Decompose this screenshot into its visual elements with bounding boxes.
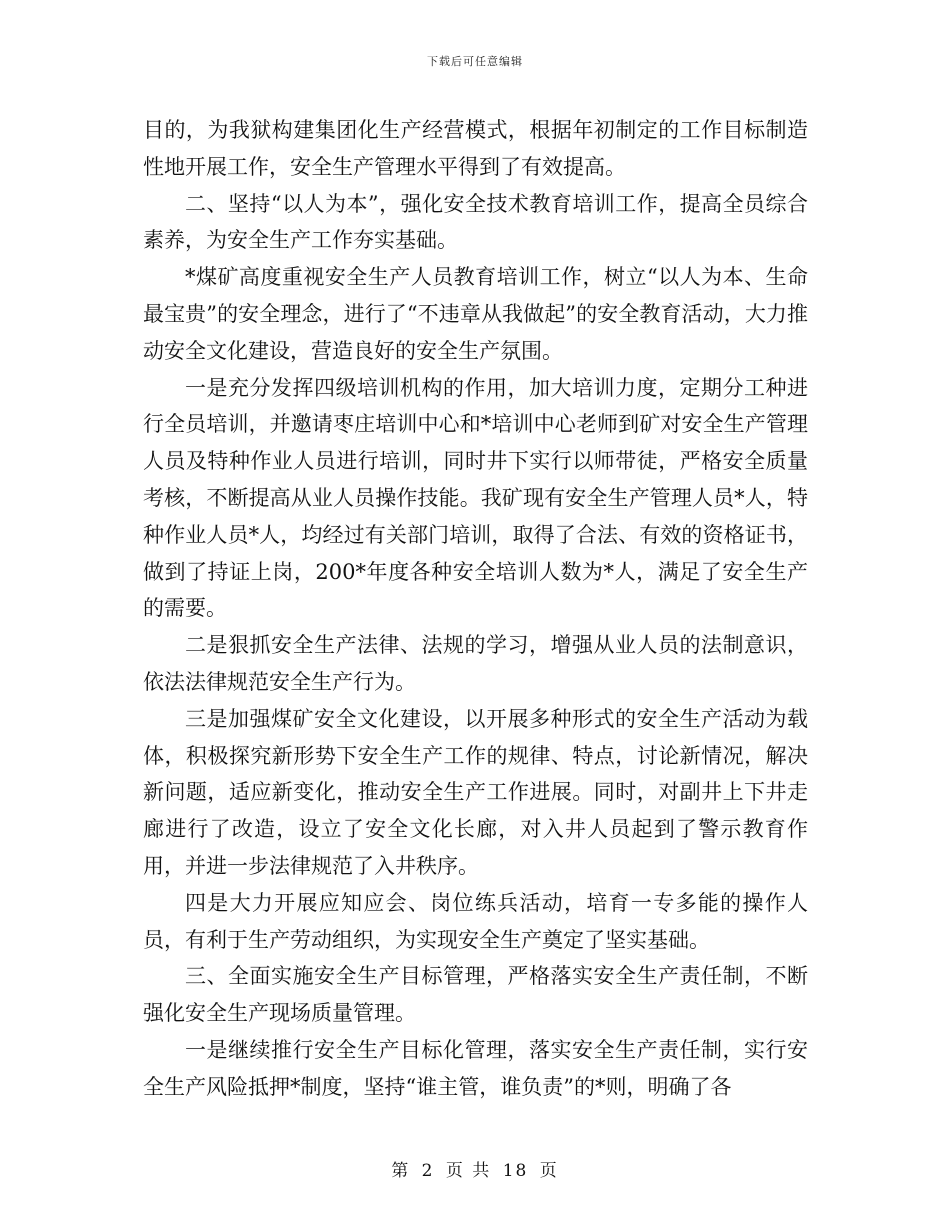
footer-page-number: 2 (421, 1161, 435, 1181)
page-header: 下载后可任意编辑 (427, 55, 523, 68)
paragraph-2: 二、坚持“以人为本”，强化安全技术教育培训工作，提高全员综合素养，为安全生产工作夯实基础。 (143, 191, 808, 253)
page-footer (0, 1156, 950, 1181)
paragraph-5: 二是狠抓安全生产法律、法规的学习，增强从业人员的法制意识，依法法律规范安全生产行为。 (143, 633, 808, 694)
paragraph-4: 一是充分发挥四级培训机构的作用，加大培训力度，定期分工种进行全员培训，并邀请枣庄培训中心和*培训中心老师到矿对安全生产管理人员及特种作业人员进行培训，同时井下实行以师带徒，严格安全质量考核，不断提高从业人员操作技能。我矿现有安全生产管理人员*人，特种作业人员*人，均经过有关部门培训，取得了合法、有效的资格证书，做到了持证上岗，200*年度各种安全培训人数为*人，满足了安全生产的需要。 (143, 375, 808, 621)
footer-prefix: 第 (391, 1161, 411, 1181)
document-body (143, 112, 808, 1106)
footer-total-pages: 18 (502, 1161, 529, 1181)
paragraph-3: *煤矿高度重视安全生产人员教育培训工作，树立“以人为本、生命最宝贵”的安全理念，进行了“不违章从我做起”的安全教育活动，大力推动安全文化建设，营造良好的安全生产氛围。 (143, 265, 808, 363)
footer-suffix: 页 (539, 1161, 559, 1181)
paragraph-6: 三是加强煤矿安全文化建设，以开展多种形式的安全生产活动为载体，积极探究新形势下安全生产工作的规律、特点，讨论新情况，解决新问题，适应新变化，推动安全生产工作进展。同时，对副井上下井走廊进行了改造，设立了安全文化长廊，对入井人员起到了警示教育作用，并进一步法律规范了入井秩序。 (143, 706, 808, 878)
paragraph-7: 四是大力开展应知应会、岗位练兵活动，培育一专多能的操作人员，有利于生产劳动组织，为实现安全生产奠定了坚实基础。 (143, 890, 808, 952)
paragraph-8: 三、全面实施安全生产目标管理，严格落实安全生产责任制，不断强化安全生产现场质量管理。 (143, 964, 808, 1026)
paragraph-9: 一是继续推行安全生产目标化管理，落实安全生产责任制，实行安全生产风险抵押*制度，坚持“谁主管，谁负责”的*则，明确了各 (143, 1037, 808, 1099)
footer-middle: 页 共 (445, 1161, 492, 1181)
paragraph-1: 目的，为我狱构建集团化生产经营模式，根据年初制定的工作目标制造性地开展工作，安全生产管理水平得到了有效提高。 (143, 118, 808, 179)
